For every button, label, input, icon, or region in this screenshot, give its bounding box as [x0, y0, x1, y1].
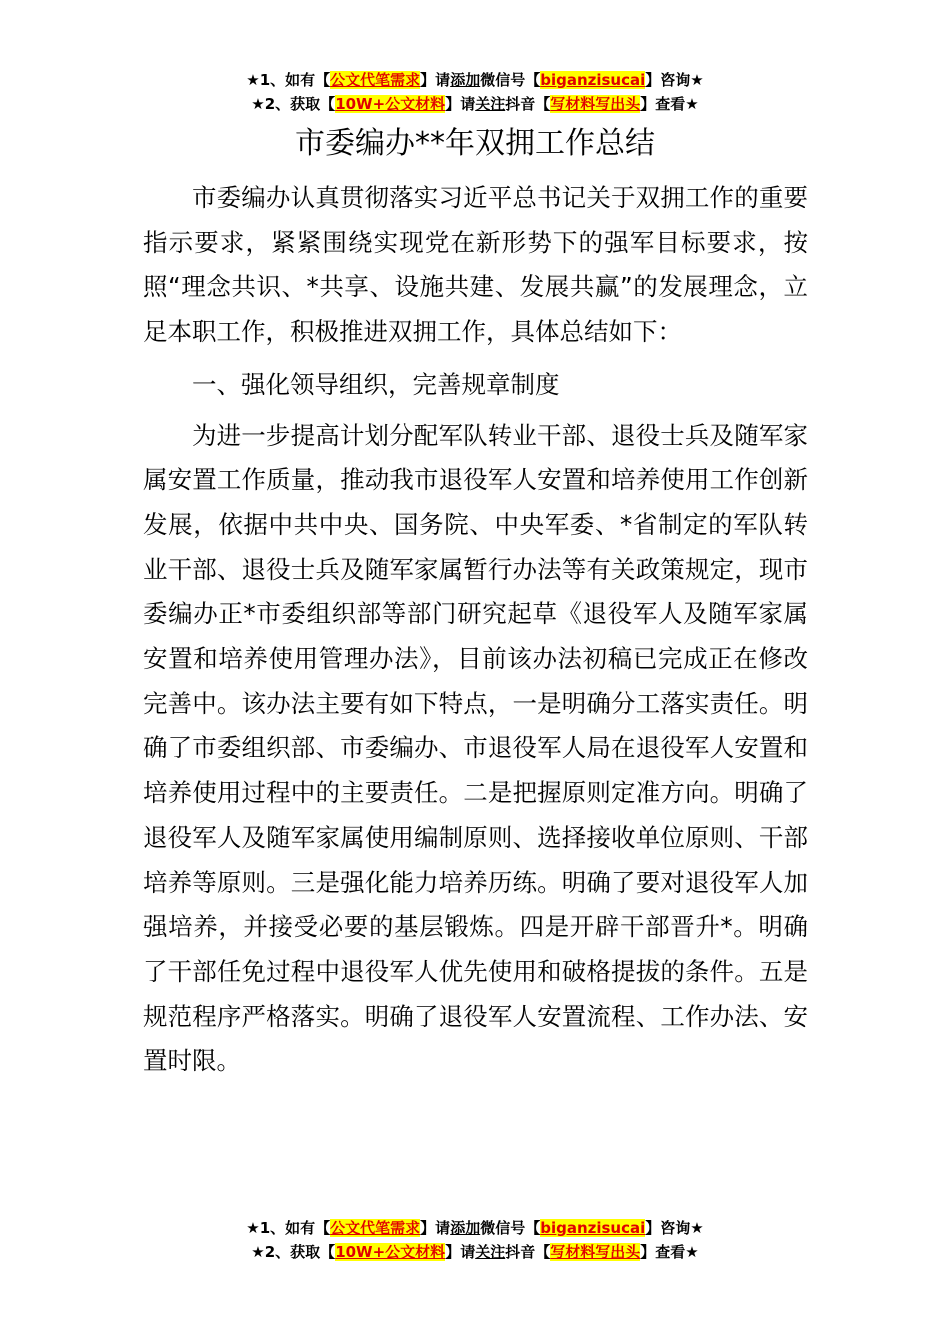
promo-text: ★1、如有【	[246, 71, 331, 89]
promo-highlight: 公文代笔需求	[330, 1219, 421, 1237]
document-title: 市委编办**年双拥工作总结	[295, 126, 655, 161]
promo-highlight: 公文代笔需求	[330, 71, 421, 89]
promo-text: 抖音【	[505, 95, 551, 113]
promo-text: 微信号【	[480, 71, 541, 89]
promo-highlight: biganzisucai	[540, 71, 646, 89]
promo-underline: 添加	[450, 1219, 481, 1237]
promo-text: 】请	[445, 95, 476, 113]
promo-line-2	[0, 1240, 950, 1264]
promo-text: 抖音【	[505, 1243, 551, 1261]
promo-underline: 关注	[475, 1243, 506, 1261]
promo-underline: 添加	[450, 71, 481, 89]
promo-line-1	[0, 1216, 950, 1240]
promo-banner-bottom	[0, 1216, 950, 1264]
promo-text: 】咨询★	[645, 71, 704, 89]
promo-text: ★1、如有【	[246, 1219, 331, 1237]
promo-text: 微信号【	[480, 1219, 541, 1237]
promo-text: 】请	[420, 71, 451, 89]
intro-paragraph: 市委编办认真贯彻落实习近平总书记关于双拥工作的重要指示要求，紧紧围绕实现党在新形势下的强军目标要求，按照“理念共识、*共享、设施共建、发展共赢”的发展理念，立足本职工作，积极推进双拥工作，具体总结如下：	[143, 183, 808, 347]
promo-text: 】咨询★	[645, 1219, 704, 1237]
promo-highlight: 10W+公文材料	[335, 1243, 446, 1261]
promo-underline: 关注	[475, 95, 506, 113]
promo-highlight: 10W+公文材料	[335, 95, 446, 113]
promo-banner-top	[0, 68, 950, 116]
section-heading: 一、强化领导组织，完善规章制度	[192, 369, 560, 399]
promo-line-1	[0, 68, 950, 92]
promo-highlight: 写材料写出头	[550, 95, 641, 113]
promo-text: 】请	[445, 1243, 476, 1261]
promo-text: ★2、获取【	[251, 95, 336, 113]
promo-line-2	[0, 92, 950, 116]
promo-text: 】查看★	[640, 1243, 699, 1261]
promo-text: 】请	[420, 1219, 451, 1237]
section-paragraph: 为进一步提高计划分配军队转业干部、退役士兵及随军家属安置工作质量，推动我市退役军人安置和培养使用工作创新发展，依据中共中央、国务院、中央军委、*省制定的军队转业干部、退役士兵及随军家属暂行办法等有关政策规定，现市委编办正*市委组织部等部门研究起草《退役军人及随军家属安置和培养使用管理办法》，目前该办法初稿已完成正在修改完善中。该办法主要有如下特点，一是明确分工落实责任。明确了市委组织部、市委编办、市退役军人局在退役军人安置和培养使用过程中的主要责任。二是把握原则定准方向。明确了退役军人及随军家属使用编制原则、选择接收单位原则、干部培养等原则。三是强化能力培养历练。明确了要对退役军人加强培养，并接受必要的基层锻炼。四是开辟干部晋升*。明确了干部任免过程中退役军人优先使用和破格提拔的条件。五是规范程序严格落实。明确了退役军人安置流程、工作办法、安置时限。	[143, 420, 808, 1076]
promo-highlight: biganzisucai	[540, 1219, 646, 1237]
promo-highlight: 写材料写出头	[550, 1243, 641, 1261]
promo-text: 】查看★	[640, 95, 699, 113]
promo-text: ★2、获取【	[251, 1243, 336, 1261]
document-body	[143, 176, 808, 1084]
